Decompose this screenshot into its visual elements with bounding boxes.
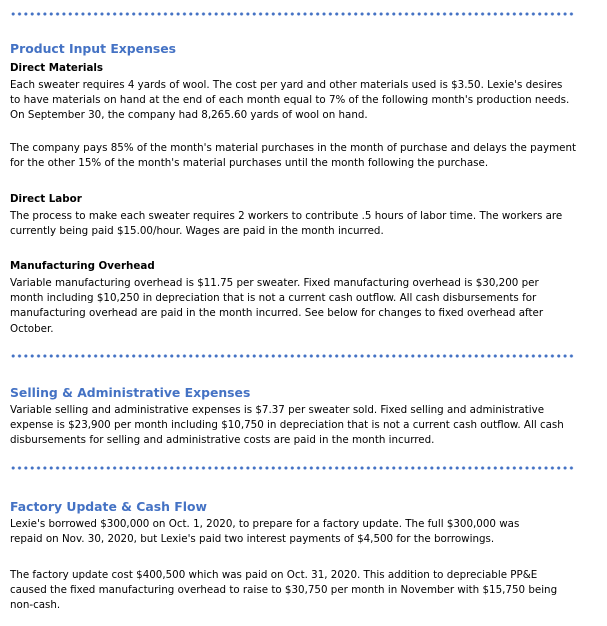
text-line: The company pays 85% of the month's material purchases in the month of purchase and delays the payment	[10, 142, 577, 154]
payment-terms-block	[10, 141, 580, 171]
dotted-divider-middle	[10, 354, 576, 358]
manufacturing-overhead-paragraph	[10, 276, 580, 337]
text-line: Variable manufacturing overhead is $11.75 per sweater. Fixed manufacturing overhead is $30,200 per	[10, 277, 539, 289]
text-line: to have materials on hand at the end of each month equal to 7% of the following month's production needs.	[10, 94, 570, 107]
subheading-direct-materials: Direct Materials	[10, 62, 104, 74]
text-line: Lexie's borrowed $300,000 on Oct. 1, 2020, to prepare for a factory update. The full $300,000 was	[10, 518, 520, 530]
direct-labor-block	[10, 192, 580, 239]
text-line: month including $10,250 in depreciation that is not a current cash outflow. All cash disbursements for	[10, 292, 537, 305]
subheading-manufacturing-overhead: Manufacturing Overhead	[10, 260, 155, 272]
text-line: caused the fixed manufacturing overhead to raise to $30,750 per month in November with $15,750 being	[10, 584, 558, 597]
direct-labor-paragraph	[10, 209, 580, 239]
text-line: October.	[10, 322, 54, 335]
section-title-product-input: Product Input Expenses	[10, 41, 177, 56]
product-input-section	[10, 41, 580, 56]
text-line: repaid on Nov. 30, 2020, but Lexie's paid two interest payments of $4,500 for the borrowings.	[10, 533, 495, 546]
dotted-divider-lower	[10, 466, 576, 470]
direct-materials-block	[10, 61, 580, 124]
text-line: currently being paid $15.00/hour. Wages are paid in the month incurred.	[10, 225, 384, 238]
direct-materials-paragraph-1	[10, 78, 580, 124]
manufacturing-overhead-block	[10, 259, 580, 337]
text-line: disbursements for selling and administrative costs are paid in the month incurred.	[10, 434, 435, 447]
factory-update-paragraph-1	[10, 517, 580, 547]
subheading-direct-labor: Direct Labor	[10, 193, 82, 205]
direct-materials-paragraph-2	[10, 141, 580, 171]
text-line: Each sweater requires 4 yards of wool. The cost per yard and other materials used is $3.50. Lexie's desires	[10, 79, 563, 91]
text-line: Variable selling and administrative expenses is $7.37 per sweater sold. Fixed selling and administrative	[10, 404, 545, 416]
selling-admin-section	[10, 385, 580, 449]
dotted-divider-top	[10, 12, 576, 16]
factory-update-paragraph-2	[10, 568, 580, 614]
factory-update-section	[10, 499, 580, 547]
text-line: On September 30, the company had 8,265.60 yards of wool on hand.	[10, 109, 368, 122]
text-line: The process to make each sweater requires 2 workers to contribute .5 hours of labor time. The workers are	[10, 210, 563, 222]
factory-cost-block	[10, 568, 580, 614]
section-title-factory-update: Factory Update & Cash Flow	[10, 499, 207, 514]
text-line: The factory update cost $400,500 which was paid on Oct. 31, 2020. This addition to depreciable PP&E	[10, 569, 538, 581]
text-line: for the other 15% of the month's material purchases until the month following the purchase.	[10, 157, 489, 170]
selling-admin-paragraph	[10, 403, 580, 449]
text-line: expense is $23,900 per month including $10,750 in depreciation that is not a current cash outflow. All cash	[10, 419, 564, 432]
text-line: non-cash.	[10, 599, 61, 612]
section-title-selling-admin: Selling & Administrative Expenses	[10, 385, 251, 400]
text-line: manufacturing overhead are paid in the month incurred. See below for changes to fixed overhead after	[10, 307, 544, 320]
